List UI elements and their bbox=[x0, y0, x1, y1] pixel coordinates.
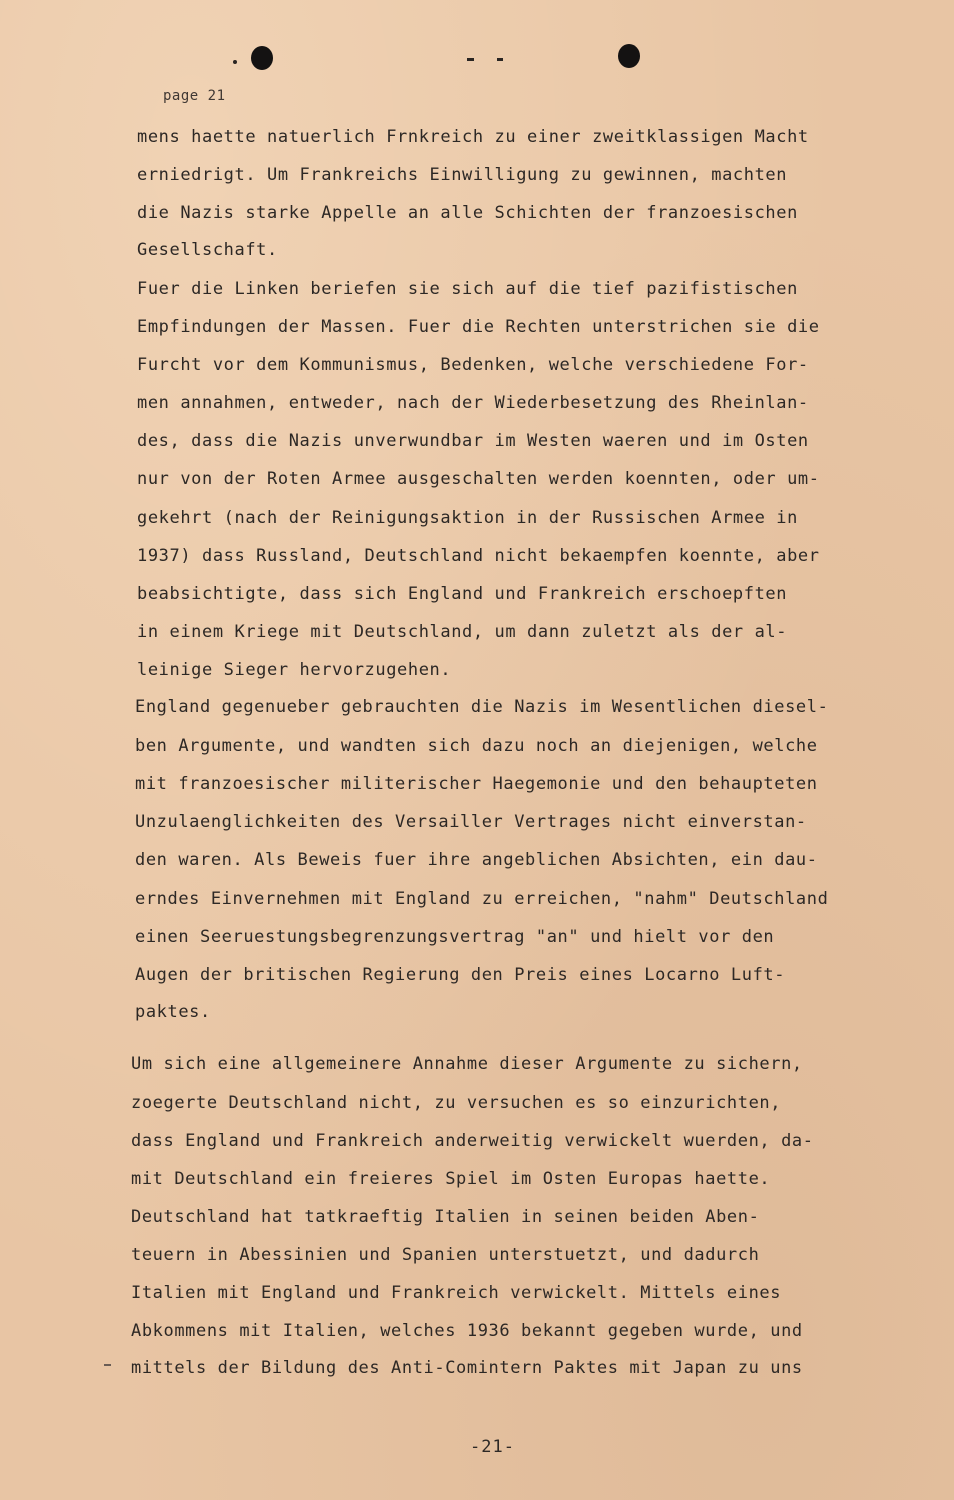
text-line: dass England und Frankreich anderweitig verwickelt wuerden, da- bbox=[131, 1131, 814, 1151]
text-line: mittels der Bildung des Anti-Comintern Paktes mit Japan zu uns bbox=[131, 1358, 803, 1378]
margin-mark bbox=[104, 1364, 111, 1366]
text-line: Italien mit England und Frankreich verwickelt. Mittels eines bbox=[131, 1283, 782, 1303]
page-number: -21- bbox=[470, 1437, 515, 1457]
text-line: einen Seeruestungsbegrenzungsvertrag "an" und hielt vor den bbox=[135, 927, 775, 947]
text-line: erniedrigt. Um Frankreichs Einwilligung zu gewinnen, machten bbox=[137, 165, 788, 185]
ink-mark bbox=[467, 58, 474, 61]
ink-mark bbox=[233, 60, 237, 64]
text-line: ben Argumente, und wandten sich dazu noch an diejenigen, welche bbox=[135, 736, 818, 756]
text-line: paktes. bbox=[135, 1002, 211, 1022]
punch-hole-left bbox=[251, 46, 273, 70]
page-label: page 21 bbox=[163, 88, 226, 104]
text-line: beabsichtigte, dass sich England und Frankreich erschoepften bbox=[137, 584, 788, 604]
text-line: Gesellschaft. bbox=[137, 240, 278, 260]
text-line: zoegerte Deutschland nicht, zu versuchen es so einzurichten, bbox=[131, 1093, 782, 1113]
text-line: teuern in Abessinien und Spanien unterstuetzt, und dadurch bbox=[131, 1245, 760, 1265]
text-line: Unzulaenglichkeiten des Versailler Vertrages nicht einverstan- bbox=[135, 812, 807, 832]
text-line: mit franzoesischer militerischer Haegemonie und den behaupteten bbox=[135, 774, 818, 794]
text-line: Furcht vor dem Kommunismus, Bedenken, welche verschiedene For- bbox=[137, 355, 809, 375]
punch-hole-right bbox=[618, 44, 640, 68]
text-line: Empfindungen der Massen. Fuer die Rechten unterstrichen sie die bbox=[137, 317, 820, 337]
text-line: Augen der britischen Regierung den Preis eines Locarno Luft- bbox=[135, 965, 786, 985]
text-line: leinige Sieger hervorzugehen. bbox=[137, 660, 452, 680]
text-line: den waren. Als Beweis fuer ihre angeblichen Absichten, ein dau- bbox=[135, 850, 818, 870]
text-line: gekehrt (nach der Reinigungsaktion in der Russischen Armee in bbox=[137, 508, 798, 528]
text-line: erndes Einvernehmen mit England zu erreichen, "nahm" Deutschland bbox=[135, 889, 829, 909]
text-line: nur von der Roten Armee ausgeschalten werden koennten, oder um- bbox=[137, 469, 820, 489]
text-line: Abkommens mit Italien, welches 1936 bekannt gegeben wurde, und bbox=[131, 1321, 803, 1341]
text-line: 1937) dass Russland, Deutschland nicht bekaempfen koennte, aber bbox=[137, 546, 820, 566]
text-line: mit Deutschland ein freieres Spiel im Osten Europas haette. bbox=[131, 1169, 771, 1189]
text-line: Fuer die Linken beriefen sie sich auf die tief pazifistischen bbox=[137, 279, 798, 299]
text-line: die Nazis starke Appelle an alle Schichten der franzoesischen bbox=[137, 203, 798, 223]
text-line: men annahmen, entweder, nach der Wiederbesetzung des Rheinlan- bbox=[137, 393, 809, 413]
text-line: des, dass die Nazis unverwundbar im Westen waeren und im Osten bbox=[137, 431, 809, 451]
text-line: Deutschland hat tatkraeftig Italien in seinen beiden Aben- bbox=[131, 1207, 760, 1227]
text-line: England gegenueber gebrauchten die Nazis im Wesentlichen diesel- bbox=[135, 697, 829, 717]
text-line: mens haette natuerlich Frnkreich zu einer zweitklassigen Macht bbox=[137, 127, 809, 147]
text-line: in einem Kriege mit Deutschland, um dann zuletzt als der al- bbox=[137, 622, 788, 642]
text-line: Um sich eine allgemeinere Annahme dieser Argumente zu sichern, bbox=[131, 1054, 803, 1074]
ink-mark bbox=[497, 58, 503, 61]
